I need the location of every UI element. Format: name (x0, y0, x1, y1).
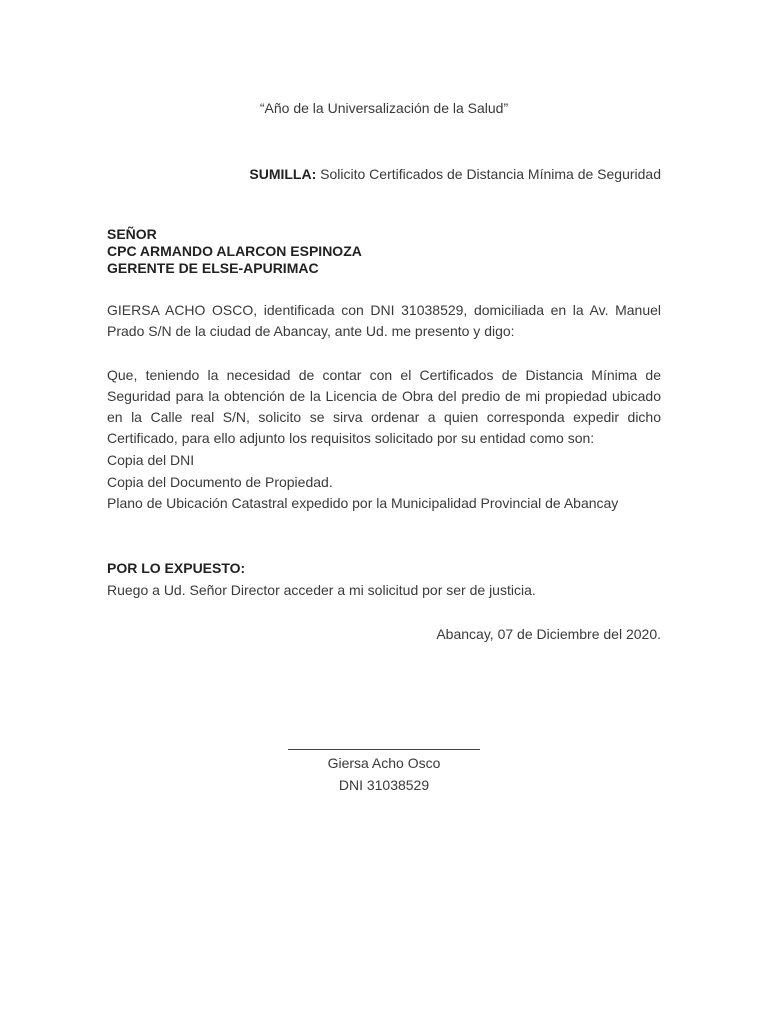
date-line: Abancay, 07 de Diciembre del 2020. (436, 626, 661, 642)
sumilla (249, 166, 661, 182)
addressee-position: GERENTE DE ELSE-APURIMAC (107, 260, 319, 276)
intro-paragraph: GIERSA ACHO OSCO, identificada con DNI 31038529, domiciliada en la Av. Manuel Prado S/N de la ciudad de Abancay, ante Ud. me presento y digo: (107, 302, 661, 339)
addressee-block (107, 226, 362, 277)
signature-line (288, 749, 480, 750)
signature-dni: DNI 31038529 (338, 777, 430, 793)
closing-text: Ruego a Ud. Señor Director acceder a mi solicitud por ser de justicia. (107, 582, 536, 598)
requirements-list (107, 450, 618, 515)
requirement-item: Copia del Documento de Propiedad. (107, 473, 333, 490)
closing-heading: POR LO EXPUESTO: (107, 560, 246, 576)
requirement-item: Copia del DNI (107, 452, 195, 468)
sumilla-label: SUMILLA: (249, 166, 317, 182)
year-motto: “Año de la Universalización de la Salud” (259, 100, 509, 116)
signature-name: Giersa Acho Osco (327, 755, 441, 771)
requirement-item: Plano de Ubicación Catastral expedido por la Municipalidad Provincial de Abancay (107, 495, 619, 511)
addressee-name: CPC ARMANDO ALARCON ESPINOZA (107, 243, 362, 259)
sumilla-text: Solicito Certificados de Distancia Mínima de Seguridad (316, 166, 661, 182)
request-paragraph: Que, teniendo la necesidad de contar con el Certificados de Distancia Mínima de Seguridad para la obtención de la Licencia de Obra del predio de mi propiedad ubicado en la Calle real S/N, solicito se sirva ordenar a quien corresponda expedir dicho Certificado, para ello adjunto los requisitos solicitado por su entidad como son: (107, 367, 661, 446)
addressee-title: SEÑOR (107, 226, 157, 242)
